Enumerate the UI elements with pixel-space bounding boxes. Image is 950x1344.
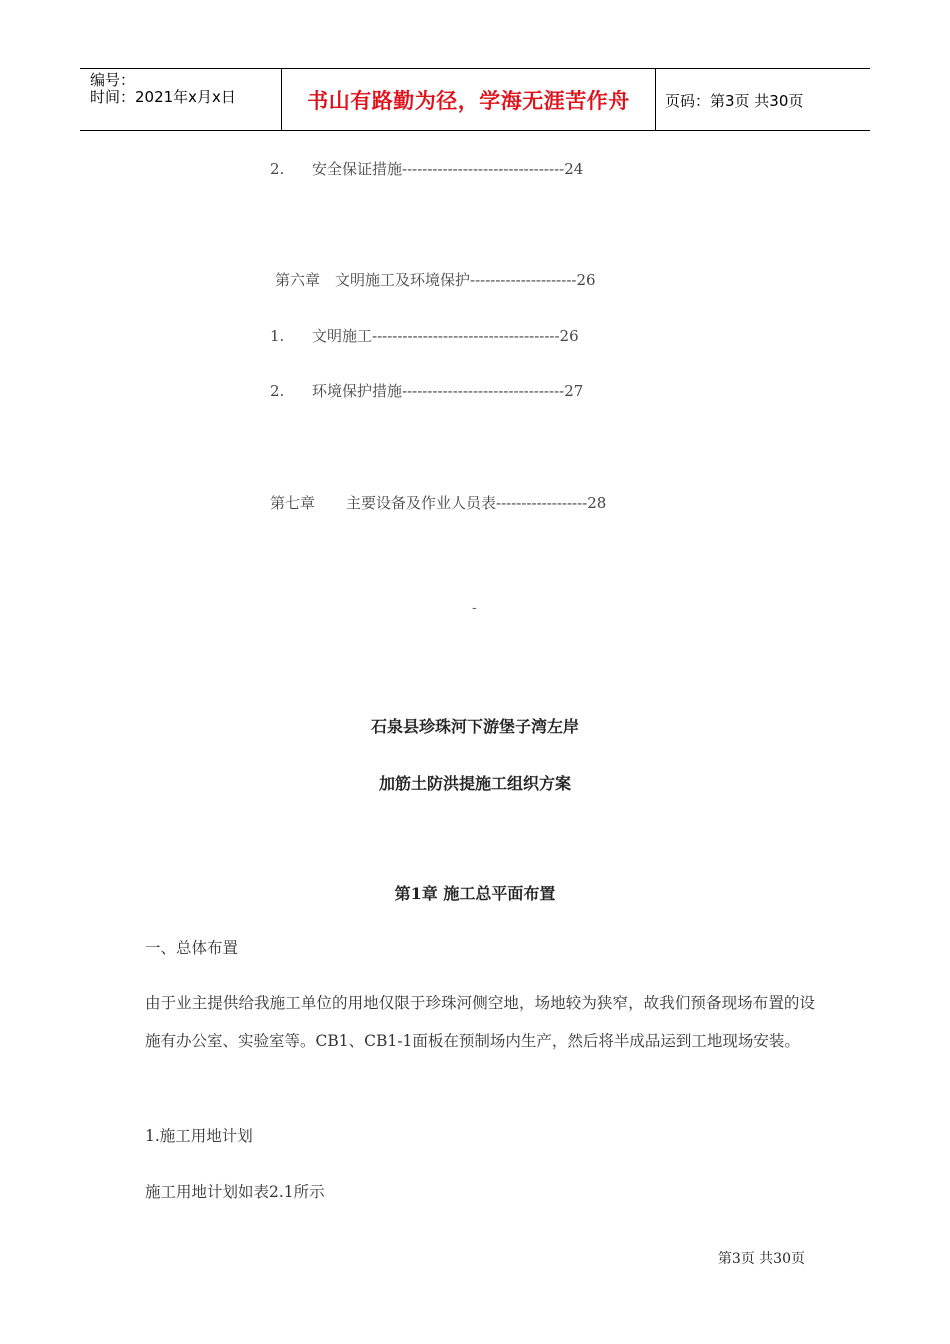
toc-number: 1.	[270, 327, 285, 345]
toc-entry[interactable]	[270, 325, 579, 346]
toc-number: 2.	[270, 382, 285, 400]
page-footer: 第3页 共30页	[717, 1251, 805, 1267]
toc-chapter: 第七章	[270, 494, 316, 512]
toc-leader: -------------------------------------	[372, 327, 560, 345]
header-motto-cell	[281, 69, 656, 130]
page-header	[80, 68, 870, 131]
toc-chapter: 第六章	[275, 271, 321, 289]
toc-entry[interactable]	[270, 492, 606, 513]
header-left-cell	[80, 69, 280, 130]
toc-title: 环境保护措施	[312, 382, 403, 400]
toc-title: 文明施工及环境保护	[335, 271, 471, 289]
toc-page: 26	[559, 327, 579, 345]
time-label: 时间：2021年x月x日	[90, 88, 236, 106]
toc-page: 28	[587, 494, 607, 512]
separator-mark: -	[472, 600, 477, 616]
section-heading: 一、总体布置	[145, 939, 239, 957]
subsection-text: 施工用地计划如表2.1所示	[145, 1183, 325, 1201]
toc-page: 27	[564, 382, 584, 400]
toc-leader: ---------------------	[470, 271, 577, 289]
doc-title-line2: 加筋土防洪提施工组织方案	[378, 774, 571, 793]
toc-leader: --------------------------------	[402, 160, 565, 178]
subsection-heading: 1.施工用地计划	[145, 1127, 253, 1145]
toc-number: 2.	[270, 160, 285, 178]
toc-leader: --------------------------------	[402, 382, 565, 400]
header-right-cell	[655, 69, 870, 130]
toc-entry[interactable]	[275, 269, 596, 290]
doc-title-line1: 石泉县珍珠河下游堡子湾左岸	[370, 717, 579, 736]
toc-leader: ------------------	[496, 494, 588, 512]
toc-title: 安全保证措施	[312, 160, 403, 178]
chapter-heading: 第1章 施工总平面布置	[394, 884, 556, 903]
body-paragraph: 由于业主提供给我施工单位的用地仅限于珍珠河侧空地，场地较为狭窄，故我们预备现场布置的设施有办公室、实验室等。CB1、CB1-1面板在预制场内生产，然后将半成品运到工地现场安装。	[145, 994, 815, 1050]
toc-entry[interactable]	[270, 158, 583, 179]
toc-title: 文明施工	[312, 327, 373, 345]
toc-page: 24	[564, 160, 584, 178]
page-info: 页码：第3页 共30页	[665, 92, 804, 110]
motto: 书山有路勤为径，学海无涯苦作舟	[307, 89, 630, 113]
toc-page: 26	[576, 271, 596, 289]
toc-title: 主要设备及作业人员表	[346, 494, 497, 512]
toc-entry[interactable]	[270, 380, 583, 401]
number-label: 编号：	[90, 71, 136, 89]
